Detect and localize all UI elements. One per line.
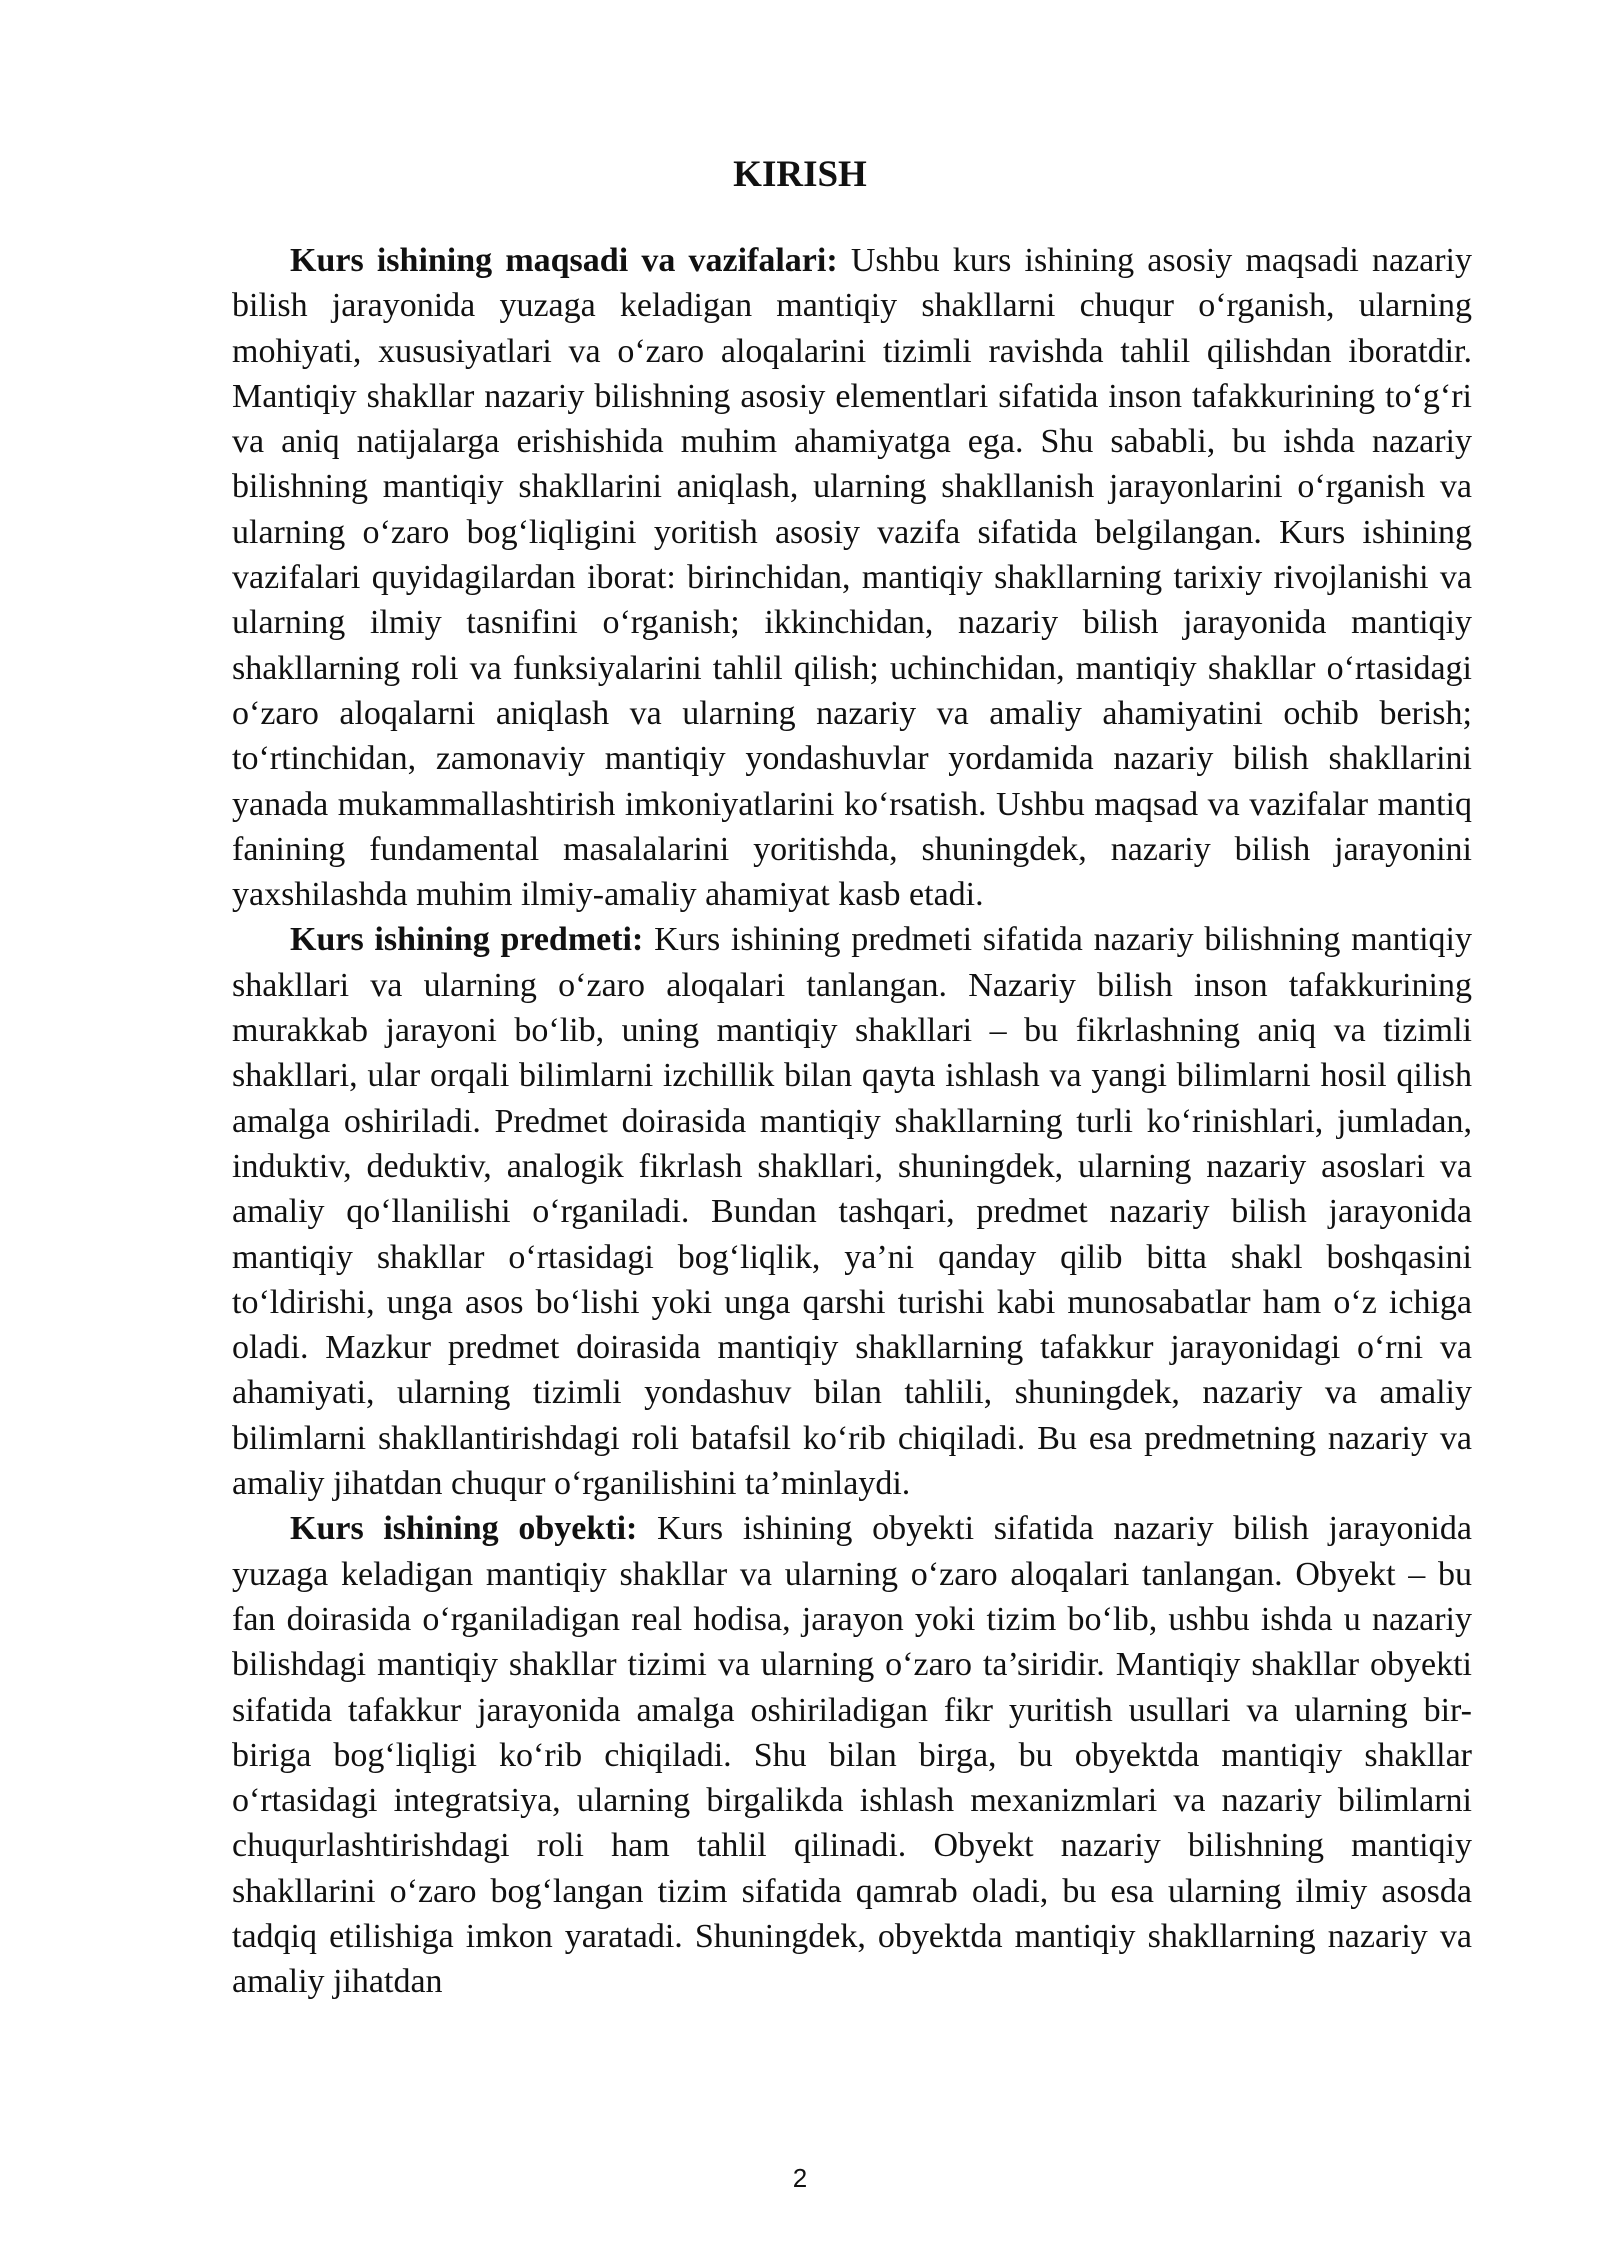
page-title: KIRISH [733,154,867,195]
paragraph-text: Ushbu kurs ishining asosiy maqsadi nazariy bilish jarayonida yuzaga keladigan mantiqiy shakllarni chuqur o‘rganish, ularning mohiyati, xususiyatlari va o‘zaro aloqalarini tizimli ravishda tahlil qilishdan iboratdir. Mantiqiy shakllar nazariy bilishning asosiy elementlari sifatida inson tafakkurining to‘g‘ri va aniq natijalarga erishishida muhim ahamiyatga ega. Shu sababli, bu ishda nazariy bilishning mantiqiy shakllarini aniqlash, ularning shakllanish jarayonlarini o‘rganish va ularning o‘zaro bog‘liqligini yoritish asosiy vazifa sifatida belgilangan. Kurs ishining vazifalari quyidagilardan iborat: birinchidan, mantiqiy shakllarning tarixiy rivojlanishi va ularning ilmiy tasnifini o‘rganish; ikkinchidan, nazariy bilish jarayonida mantiqiy shakllarning roli va funksiyalarini tahlil qilish; uchinchidan, mantiqiy shakllar o‘rtasidagi o‘zaro aloqalarni aniqlash va ularning nazariy va amaliy ahamiyatini ochib berish; to‘rtinchidan, zamonaviy mantiqiy yondashuvlar yordamida nazariy bilish shakllarini yanada mukammallashtirish imkoniyatlarini ko‘rsatish. Ushbu maqsad va vazifalar mantiq fanining fundamental masalalarini yoritishda, shuningdek, nazariy bilish jarayonini yaxshilashda muhim ilmiy-amaliy ahamiyat kasb etadi. [232,242,1472,914]
paragraph-heading: Kurs ishining predmeti: [290,921,644,959]
page-number: 2 [792,2163,808,2193]
paragraph-heading: Kurs ishining maqsadi va vazifalari: [290,242,838,279]
paragraph-goals [232,238,1472,917]
paragraph-text: Kurs ishining obyekti sifatida nazariy bilish jarayonida yuzaga keladigan mantiqiy shakllar va ularning o‘zaro aloqalari tanlangan. Obyekt – bu fan doirasida o‘rganiladigan real hodisa, jarayon yoki tizim bo‘lib, ushbu ishda u nazariy bilishdagi mantiqiy shakllar tizimi va ularning o‘zaro ta’siridir. Mantiqiy shakllar obyekti sifatida tafakkur jarayonida amalga oshiriladigan fikr yuritish usullari va ularning bir-biriga bog‘liqligi ko‘rib chiqiladi. Shu bilan birga, bu obyektda mantiqiy shakllar o‘rtasidagi integratsiya, ularning birgalikda ishlash mexanizmlari va nazariy bilimlarni chuqurlashtirishdagi roli ham tahlil qilinadi. Obyekt nazariy bilishning mantiqiy shakllarini o‘zaro bog‘langan tizim sifatida qamrab oladi, bu esa ularning ilmiy asosda tadqiq etilishiga imkon yaratadi. Shuningdek, obyektda mantiqiy shakllarning nazariy va amaliy jihatdan [232,1510,1472,2001]
paragraph-text: Kurs ishining predmeti sifatida nazariy bilishning mantiqiy shakllari va ularning o‘zaro aloqalari tanlangan. Nazariy bilish inson tafakkurining murakkab jarayoni bo‘lib, uning mantiqiy shakllari – bu fikrlashning aniq va tizimli shakllari, ular orqali bilimlarni izchillik bilan qayta ishlash va yangi bilimlarni hosil qilish amalga oshiriladi. Predmet doirasida mantiqiy shakllarning turli ko‘rinishlari, jumladan, induktiv, deduktiv, analogik fikrlash shakllari, shuningdek, ularning nazariy asoslari va amaliy qo‘llanilishi o‘rganiladi. Bundan tashqari, predmet nazariy bilish jarayonida mantiqiy shakllar o‘rtasidagi bog‘liqlik, ya’ni qanday qilib bitta shakl boshqasini to‘ldirishi, unga asos bo‘lishi yoki unga qarshi turishi kabi munosabatlar ham o‘z ichiga oladi. Mazkur predmet doirasida mantiqiy shakllarning tafakkur jarayonidagi o‘rni va ahamiyati, ularning tizimli yondashuv bilan tahlili, shuningdek, nazariy va amaliy bilimlarni shakllantirishdagi roli batafsil ko‘rib chiqiladi. Bu esa predmetning nazariy va amaliy jihatdan chuqur o‘rganilishini ta’minlaydi. [232,921,1473,1503]
paragraph-heading: Kurs ishining obyekti: [290,1510,638,1548]
paragraph-subject [232,917,1472,1506]
body-text [232,238,1472,2005]
paragraph-object [232,1506,1472,2004]
